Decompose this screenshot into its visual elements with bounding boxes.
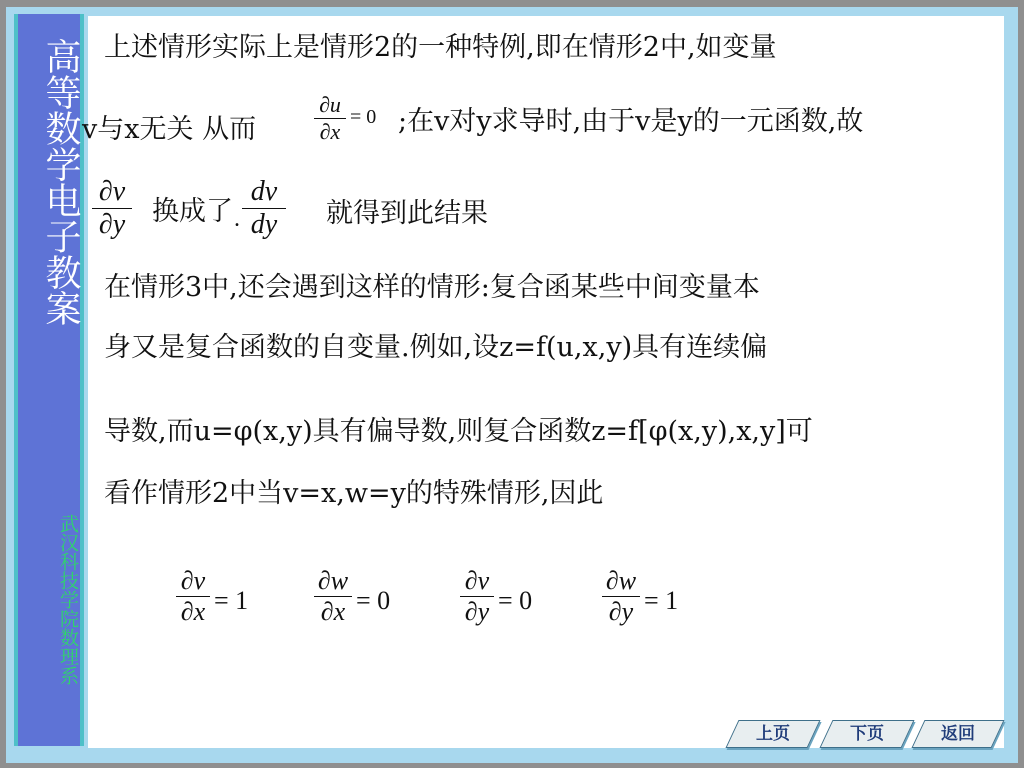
fraction-du-dx — [314, 92, 346, 145]
slide-content — [82, 16, 1004, 748]
formula-dv-dx-rhs: = 1 — [214, 586, 249, 615]
text-para2-line-4: 看作情形2中当v=x,w=y的特殊情形,因此 — [104, 478, 604, 509]
formula-dw-dx — [314, 566, 352, 627]
back-button[interactable] — [911, 720, 1004, 748]
text-line-1: 上述情形实际上是情形2的一种特例,即在情形2中,如变量 — [104, 32, 777, 63]
formula-dw-dx-rhs: = 0 — [356, 586, 391, 615]
prev-page-button[interactable] — [725, 720, 820, 748]
fraction-numerator: dv — [250, 176, 278, 207]
text-para2-line-2: 身又是复合函数的自变量.例如,设z=f(u,x,y)具有连续偏 — [104, 332, 768, 363]
sidebar-title: 高等数学电子教案 — [40, 38, 81, 326]
fraction-denominator: ∂x — [319, 119, 341, 144]
back-label: 返回 — [941, 724, 975, 744]
fraction-dv-dy-partial — [92, 176, 132, 241]
fraction-numerator: ∂u — [319, 92, 341, 117]
fraction-numerator: ∂w — [317, 566, 349, 595]
text-line-2-suffix: ;在v对y求导时,由于v是y的一元函数,故 — [398, 106, 864, 137]
fraction-denominator: ∂y — [608, 597, 634, 626]
next-page-button[interactable] — [819, 720, 914, 748]
formula-dw-dy — [602, 566, 640, 627]
fraction-dv-dy-total — [242, 176, 286, 241]
fraction-numerator: ∂v — [180, 566, 206, 595]
fraction-denominator: dy — [250, 209, 278, 240]
sidebar-department: 武汉科技学院数理系 — [57, 514, 79, 685]
text-line-2-prefix: v与x无关 从而 — [82, 114, 257, 145]
slide-navigation — [722, 716, 1004, 748]
fraction-numerator: ∂v — [464, 566, 490, 595]
text-para2-line-1: 在情形3中,还会遇到这样的情形:复合函某些中间变量本 — [104, 272, 760, 303]
equals-zero: = 0 — [350, 106, 377, 128]
text-line-3-end: 就得到此结果 — [326, 198, 488, 229]
formula-dv-dy — [460, 566, 494, 627]
fraction-denominator: ∂x — [320, 597, 346, 626]
text-para2-line-3: 导数,而u=φ(x,y)具有偏导数,则复合函数z=f[φ(x,y),x,y]可 — [104, 416, 813, 447]
prev-page-label: 上页 — [756, 724, 790, 744]
fraction-numerator: ∂w — [605, 566, 637, 595]
formula-dw-dy-rhs: = 1 — [644, 586, 679, 615]
fraction-denominator: ∂x — [180, 597, 206, 626]
dot: . — [234, 206, 240, 232]
text-line-3-mid: 换成了 — [152, 196, 233, 227]
sidebar — [14, 14, 84, 746]
next-page-label: 下页 — [850, 724, 884, 744]
fraction-denominator: ∂y — [464, 597, 490, 626]
formula-dv-dx — [176, 566, 210, 627]
fraction-numerator: ∂v — [98, 176, 126, 207]
formula-dv-dy-rhs: = 0 — [498, 586, 533, 615]
fraction-denominator: ∂y — [98, 209, 126, 240]
